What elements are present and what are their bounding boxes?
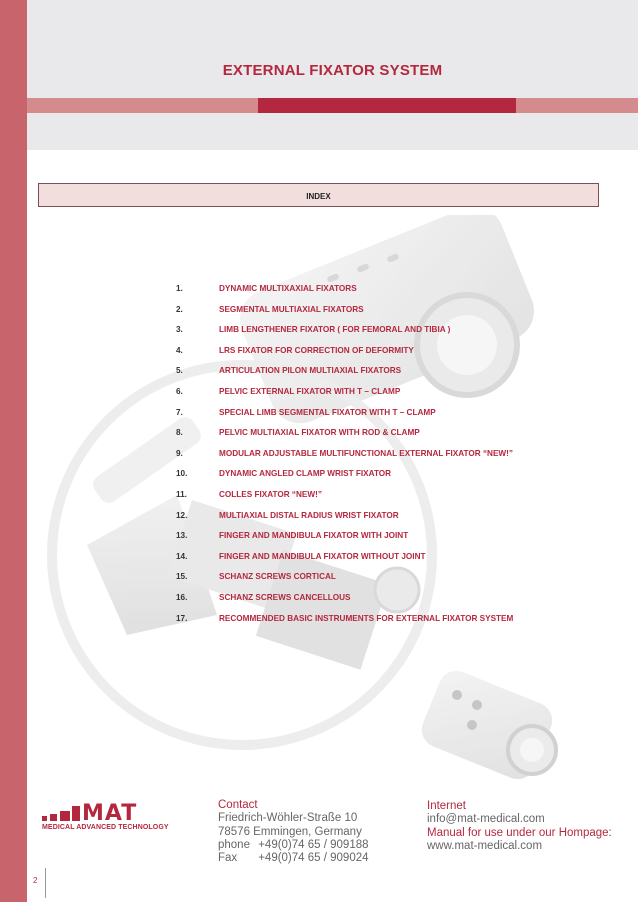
logo-tagline: MEDICAL ADVANCED TECHNOLOGY (42, 824, 169, 831)
toc-number: 1. (176, 284, 183, 293)
page-number-divider (45, 868, 46, 898)
toc-item-16[interactable] (176, 593, 616, 614)
email-link[interactable]: info@mat-medical.com (427, 813, 545, 826)
toc-title: SCHANZ SCREWS CORTICAL (219, 572, 336, 582)
toc-title: SCHANZ SCREWS CANCELLOUS (219, 592, 351, 602)
toc-title: FINGER AND MANDIBULA FIXATOR WITHOUT JOINT (219, 551, 426, 561)
toc-item-9[interactable] (176, 449, 616, 470)
toc-number: 5. (176, 366, 183, 376)
fax-number: +49(0)74 65 / 909024 (258, 852, 369, 865)
contact-block (218, 799, 369, 865)
toc-item-10[interactable] (176, 469, 616, 490)
toc-title: DYNAMIC ANGLED CLAMP WRIST FIXATOR (219, 469, 392, 479)
header-rule-right (516, 98, 638, 113)
header-rule-center (258, 98, 516, 113)
table-of-contents (176, 284, 616, 634)
toc-number: 8. (176, 428, 183, 438)
toc-number: 16. (176, 592, 188, 602)
phone-label: phone (218, 838, 250, 851)
toc-item-14[interactable] (176, 552, 616, 573)
toc-number: 6. (176, 386, 183, 396)
toc-title: DYNAMIC MULTIXAXIAL FIXATORS (219, 284, 357, 293)
left-color-strip (0, 0, 27, 902)
toc-number: 3. (176, 325, 183, 335)
toc-number: 13. (176, 531, 188, 541)
toc-item-3[interactable] (176, 325, 616, 346)
toc-number: 12. (176, 510, 188, 520)
toc-item-8[interactable] (176, 428, 616, 449)
logo-wordmark: MAT (82, 801, 138, 826)
toc-item-15[interactable] (176, 572, 616, 593)
phone-number[interactable]: +49(0)74 65 / 909188 (258, 838, 369, 851)
toc-title: MULTIAXIAL DISTAL RADIUS WRIST FIXATOR (219, 510, 399, 520)
toc-title: LIMB LENGTHENER FIXATOR ( FOR FEMORAL AND TIBIA ) (219, 325, 451, 335)
toc-item-13[interactable] (176, 531, 616, 552)
header-rule-left (27, 98, 258, 113)
internet-heading: Internet (427, 800, 466, 812)
toc-item-4[interactable] (176, 346, 616, 367)
toc-title: SEGMENTAL MULTIAXIAL FIXATORS (219, 304, 364, 314)
contact-street: Friedrich-Wöhler-Straße 10 (218, 812, 358, 825)
toc-title: SPECIAL LIMB SEGMENTAL FIXATOR WITH T – CLAMP (219, 407, 436, 417)
toc-number: 7. (176, 407, 183, 417)
toc-number: 15. (176, 572, 188, 582)
page-number: 2 (33, 876, 38, 885)
contact-city: 78576 Emmingen, Germany (218, 825, 362, 838)
toc-item-12[interactable] (176, 511, 616, 532)
toc-title: PELVIC EXTERNAL FIXATOR WITH T – CLAMP (219, 386, 401, 396)
toc-item-17[interactable] (176, 614, 616, 635)
toc-title: FINGER AND MANDIBULA FIXATOR WITH JOINT (219, 531, 409, 541)
contact-fax-row (218, 852, 369, 865)
website-link[interactable]: www.mat-medical.com (427, 839, 543, 852)
toc-title: LRS FIXATOR FOR CORRECTION OF DEFORMITY (219, 345, 414, 355)
toc-item-1[interactable] (176, 284, 616, 305)
toc-item-7[interactable] (176, 408, 616, 429)
toc-title: PELVIC MULTIAXIAL FIXATOR WITH ROD & CLAMP (219, 428, 420, 438)
index-label: INDEX (306, 192, 331, 201)
toc-title: ARTICULATION PILON MULTIAXIAL FIXATORS (219, 366, 402, 376)
toc-title: MODULAR ADJUSTABLE MULTIFUNCTIONAL EXTERNAL FIXATOR “NEW!” (219, 448, 513, 458)
toc-number: 11. (176, 489, 187, 499)
contact-phone-row (218, 839, 369, 852)
manual-note: Manual for use under our Hompage: (427, 826, 612, 839)
toc-number: 10. (176, 469, 188, 479)
toc-item-6[interactable] (176, 387, 616, 408)
fax-label: Fax (218, 852, 238, 865)
toc-title: RECOMMENDED BASIC INSTRUMENTS FOR EXTERNAL FIXATOR SYSTEM (219, 613, 514, 623)
page-title: EXTERNAL FIXATOR SYSTEM (222, 62, 443, 79)
index-banner (38, 183, 599, 207)
toc-item-5[interactable] (176, 366, 616, 387)
toc-item-2[interactable] (176, 305, 616, 326)
toc-number: 2. (176, 304, 183, 314)
toc-title: COLLES FIXATOR “NEW!” (219, 489, 322, 499)
toc-item-11[interactable] (176, 490, 616, 511)
internet-block (427, 800, 612, 853)
toc-number: 9. (176, 448, 183, 458)
contact-heading: Contact (218, 799, 258, 811)
toc-number: 17. (176, 613, 188, 623)
toc-number: 14. (176, 551, 188, 561)
toc-number: 4. (176, 345, 183, 355)
